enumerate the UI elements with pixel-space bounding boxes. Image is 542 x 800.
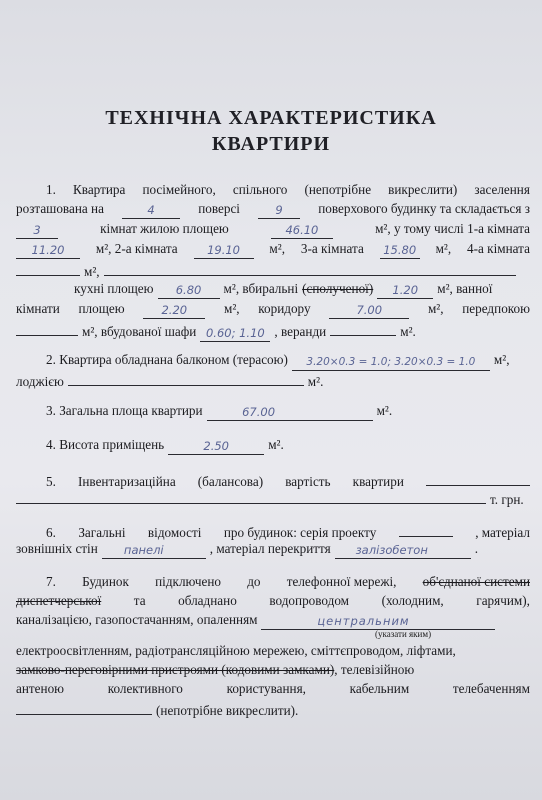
p6-line1: 6. Загальні відомості про будинок: серія проекту , матеріал: [16, 521, 530, 542]
document-title-line2: КВАРТИРИ: [211, 133, 331, 155]
p1-line2: розташована на 4 поверсі 9 поверхового будинку та складається з: [16, 201, 530, 217]
room3-field: 15.80: [380, 240, 420, 259]
value-field: [426, 470, 530, 486]
balcony-field: 3.20×0.3 = 1.0; 3.20×0.3 = 1.0: [292, 351, 490, 371]
loggia-field: [68, 370, 304, 386]
p2-line2: лоджією м².: [16, 370, 530, 391]
p3-line: 3. Загальна площа квартири 67.00 м².: [46, 403, 393, 419]
corridor-field: 7.00: [329, 300, 409, 319]
p7-line6: антеною колективного користування, кабельним телебаченням: [16, 681, 530, 696]
walls-field: панелі: [102, 540, 206, 559]
p7-line1: 7. Будинок підключено до телефонної мережі, об'єднаної системи: [46, 574, 530, 589]
total-floors-field: 9: [258, 200, 300, 219]
tv-field: [16, 699, 152, 715]
room2-field: 19.10: [194, 240, 254, 259]
room4-field: [16, 260, 80, 276]
p7-line3: каналізацією, газопостачанням, опаленням центральним: [16, 611, 530, 630]
floor-field: 4: [122, 200, 180, 219]
veranda-field: [330, 320, 396, 336]
height-field: 2.50: [168, 436, 264, 455]
p6-line2: зовнішніх стін панелі , матеріал перекриття залізобетон .: [16, 541, 478, 557]
p5-line2: т. грн.: [16, 488, 530, 509]
p1-line1: 1. Квартира посімейного, спільного (непотрібне викреслити) заселення: [46, 182, 530, 197]
extra-field: [104, 260, 516, 276]
p2-line1: 2. Квартира обладнана балконом (терасою) 3.20×0.3 = 1.0; 3.20×0.3 = 1.0 м²,: [16, 351, 530, 371]
p1-line7: кімнати площею 2.20 м², коридору 7.00 м², передпокою: [16, 301, 530, 317]
p1-line5: м²,: [16, 260, 530, 281]
p7-line7: (непотрібне викреслити).: [16, 699, 530, 720]
living-area-field: 46.10: [271, 220, 333, 239]
kitchen-field: 6.80: [158, 280, 220, 299]
p5-line1: 5. Інвентаризаційна (балансова) вартість квартири: [16, 470, 530, 491]
p7-line4: електроосвітленням, радіотрансляційною мережею, сміттєпроводом, ліфтами,: [16, 643, 456, 658]
p4-line: 4. Висота приміщень 2.50 м².: [46, 437, 284, 453]
p1-line6: кухні площею 6.80 м², вбиральні (сполученої) 1.20 м², ванної: [74, 281, 493, 297]
total-area-field: 67.00: [207, 402, 373, 421]
rooms-field: 3: [16, 220, 58, 239]
closet-field: 0.60; 1.10: [200, 323, 270, 342]
p1-line8: м², вбудованої шафи 0.60; 1.10 , веранди м².: [16, 320, 530, 342]
heating-field: центральним: [261, 611, 495, 630]
series-field: [399, 521, 453, 537]
room1-field: 11.20: [16, 240, 80, 259]
bathroom-field: 2.20: [143, 300, 205, 319]
p1-line4: 11.20 м², 2-а кімната 19.10 м², 3-а кімната 15.80 м², 4-а кімната: [16, 240, 530, 259]
heating-hint: (указати яким): [375, 629, 432, 639]
p7-line5: замково-переговірними пристроями (кодовими замками) , телевізійною: [16, 662, 415, 677]
document-title-line1: ТЕХНІЧНА ХАРАКТЕРИСТИКА: [105, 107, 437, 129]
bath-field: 1.20: [377, 280, 433, 299]
floors-field: залізобетон: [335, 540, 471, 559]
value-field-cont: [16, 488, 486, 504]
p7-line2: диспетчерської та обладнано водопроводом (холодним, гарячим),: [16, 593, 530, 608]
hallway-field: [16, 320, 78, 336]
p1-line3: 3 кімнат жилою площею 46.10 м², у тому числі 1-а кімната: [16, 220, 530, 239]
